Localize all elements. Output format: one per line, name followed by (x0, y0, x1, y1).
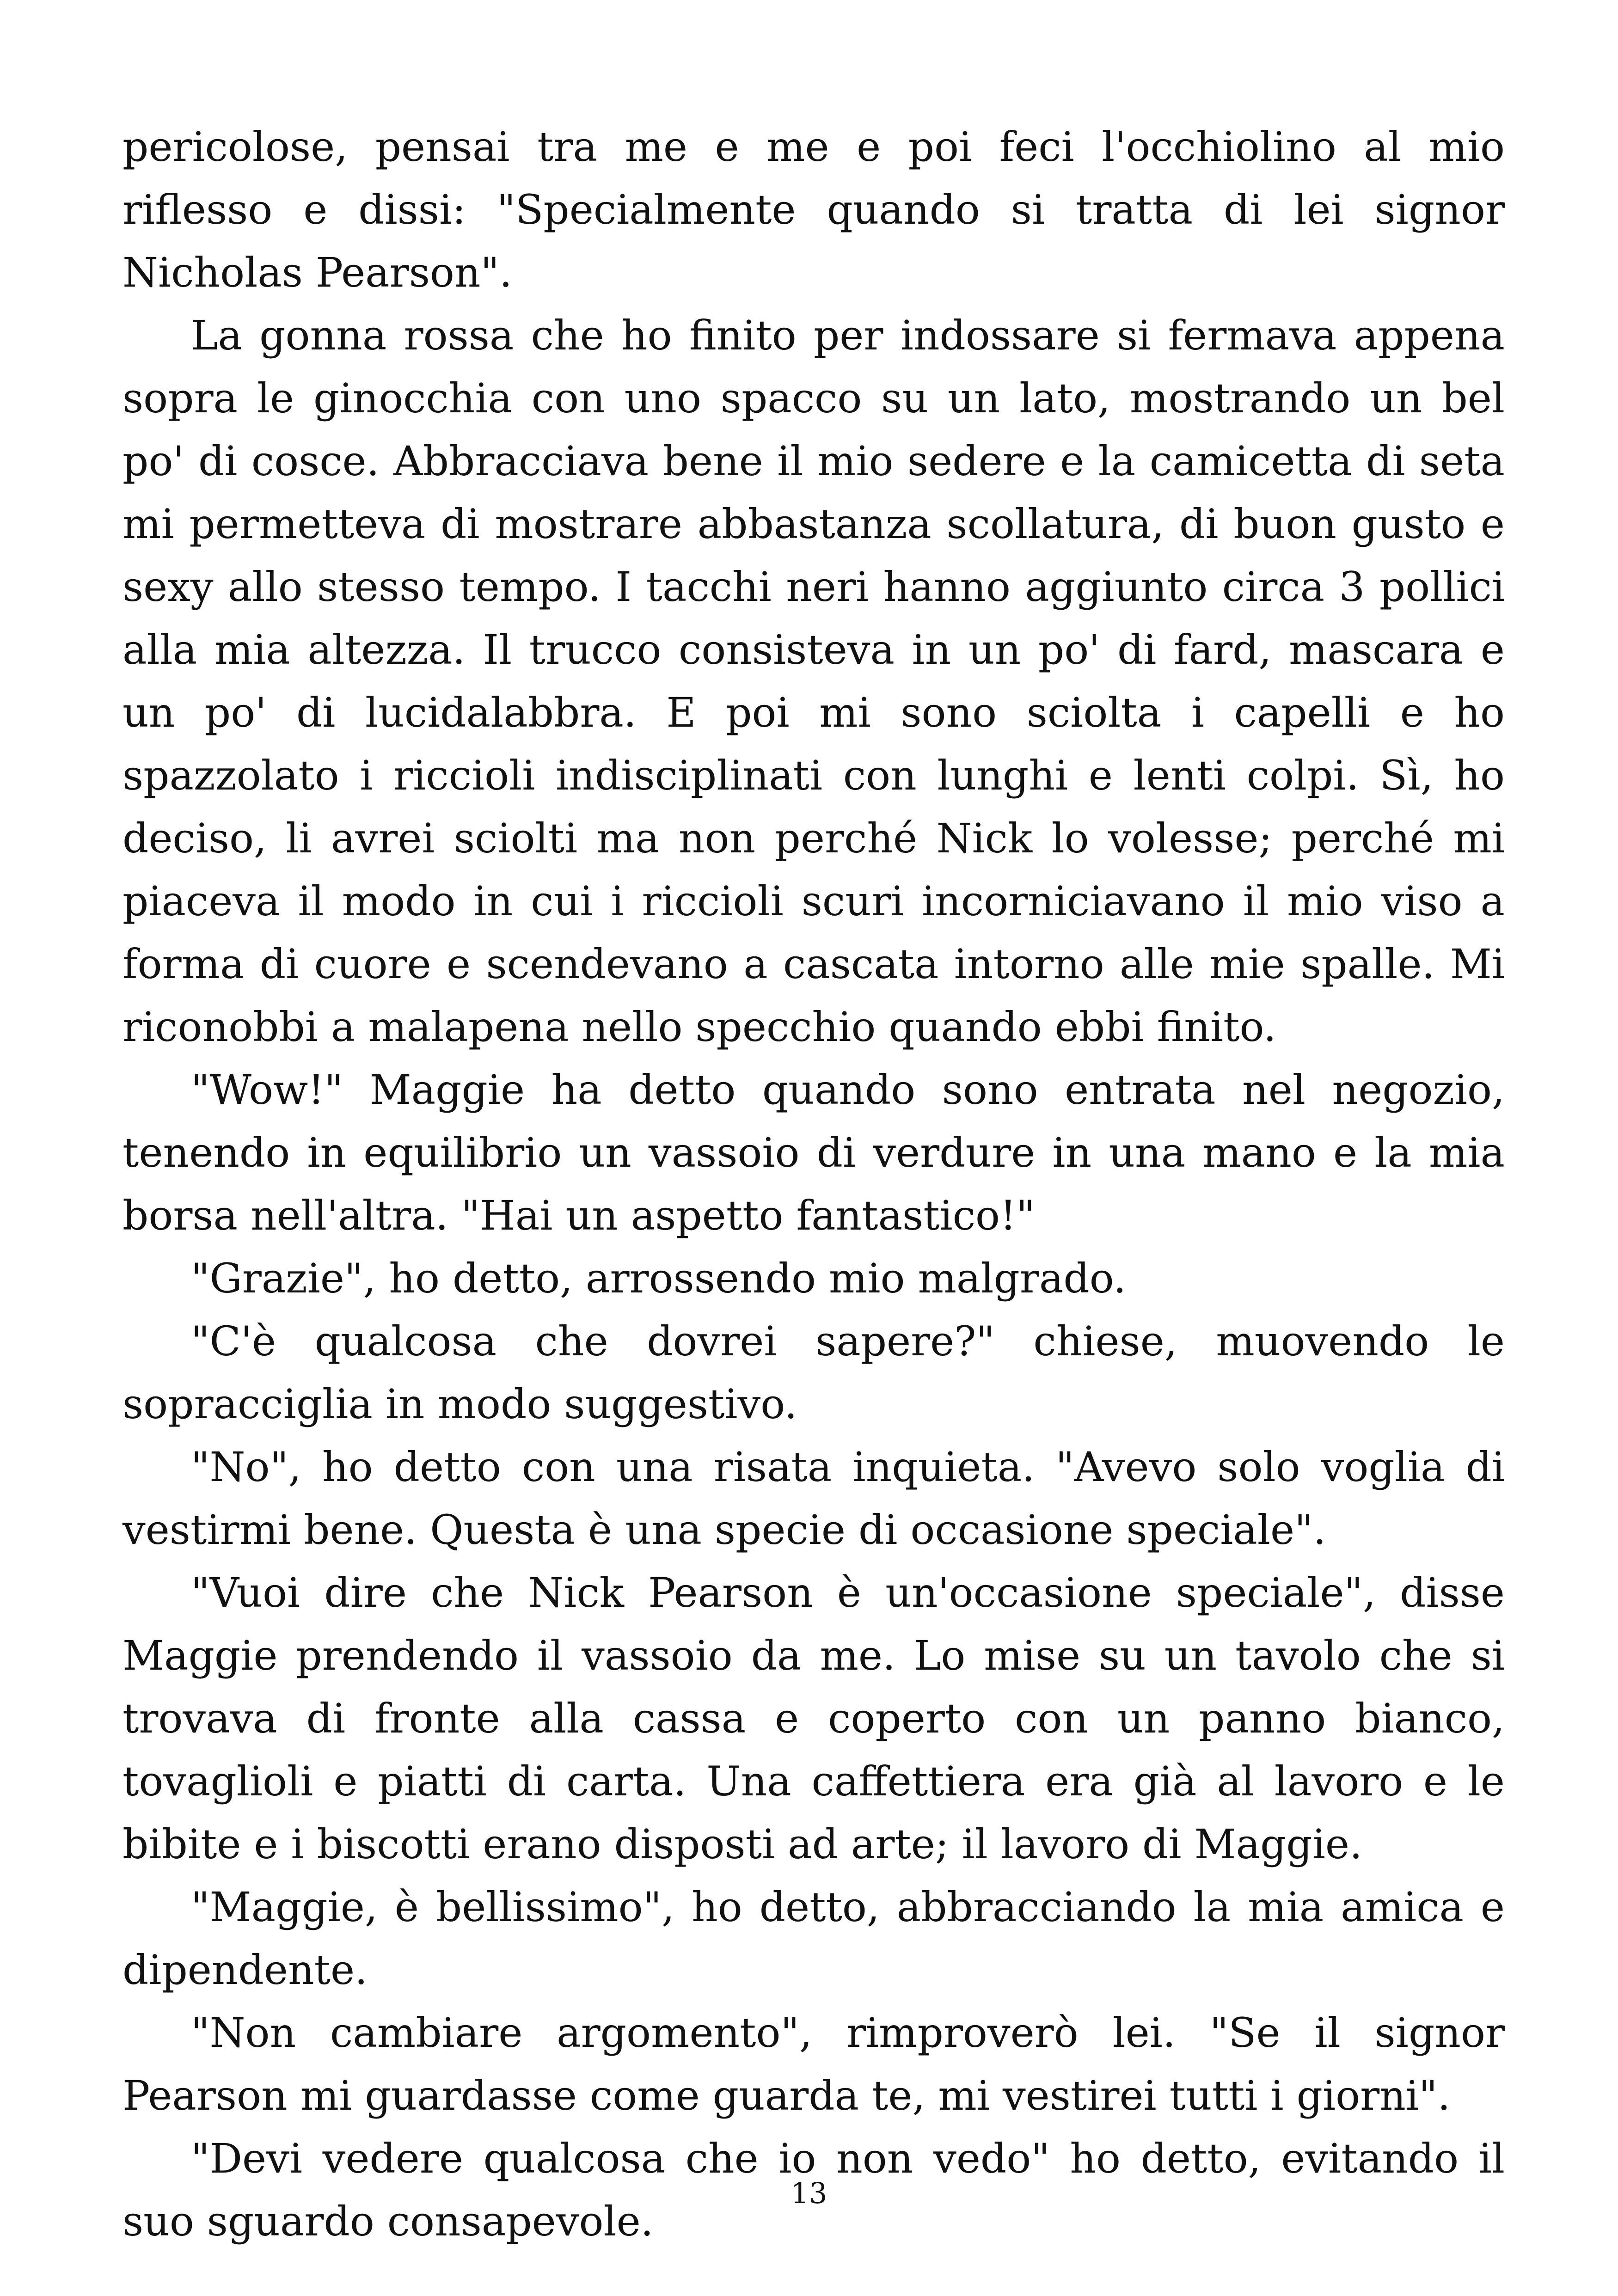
page-number: 13 (791, 2176, 827, 2210)
paragraph-2: La gonna rossa che ho finito per indossare si fermava appena sopra le ginocchia con uno spacco su un lato, mostrando un bel po' di cosce. Abbracciava bene il mio sedere e la camicetta di seta mi permetteva di mostrare abbastanza scollatura, di buon gusto e sexy allo stesso tempo. I tacchi neri hanno aggiunto circa 3 pollici alla mia altezza. Il trucco consisteva in un po' di fard, mascara e un po' di lucidalabbra. E poi mi sono sciolta i capelli e ho spazzolato i riccioli indisciplinati con lunghi e lenti colpi. Sì, ho deciso, li avrei sciolti ma non perché Nick lo volesse; perché mi piaceva il modo in cui i riccioli scuri incorniciavano il mio viso a forma di cuore e scendevano a cascata intorno alle mie spalle. Mi riconobbi a malapena nello specchio quando ebbi finito. (123, 312, 1505, 1051)
paragraph-10: "Devi vedere qualcosa che io non vedo" ho detto, evitando il suo sguardo consapevole. (123, 2135, 1505, 2245)
paragraph-3: "Wow!" Maggie ha detto quando sono entrata nel negozio, tenendo in equilibrio un vassoio di verdure in una mano e la mia borsa nell'altra. "Hai un aspetto fantastico!" (123, 1066, 1505, 1239)
paragraph-8: "Maggie, è bellissimo", ho detto, abbracciando la mia amica e dipendente. (123, 1883, 1505, 1994)
body-text (123, 116, 1505, 2253)
paragraph-7: "Vuoi dire che Nick Pearson è un'occasione speciale", disse Maggie prendendo il vassoio da me. Lo mise su un tavolo che si trovava di fronte alla cassa e coperto con un panno bianco, tovaglioli e piatti di carta. Una caffettiera era già al lavoro e le bibite e i biscotti erano disposti ad arte; il lavoro di Maggie. (123, 1569, 1505, 1868)
paragraph-6: "No", ho detto con una risata inquieta. "Avevo solo voglia di vestirmi bene. Questa è una specie di occasione speciale". (123, 1443, 1505, 1554)
paragraph-1: pericolose, pensai tra me e me e poi feci l'occhiolino al mio riflesso e dissi: "Specialmente quando si tratta di lei signor Nicholas Pearson". (123, 123, 1505, 296)
paragraph-5: "C'è qualcosa che dovrei sapere?" chiese, muovendo le sopracciglia in modo suggestivo. (123, 1317, 1505, 1428)
paragraph-9: "Non cambiare argomento", rimproverò lei. "Se il signor Pearson mi guardasse come guarda te, mi vestirei tutti i giorni". (123, 2009, 1505, 2119)
paragraph-4: "Grazie", ho detto, arrossendo mio malgrado. (191, 1255, 1127, 1302)
